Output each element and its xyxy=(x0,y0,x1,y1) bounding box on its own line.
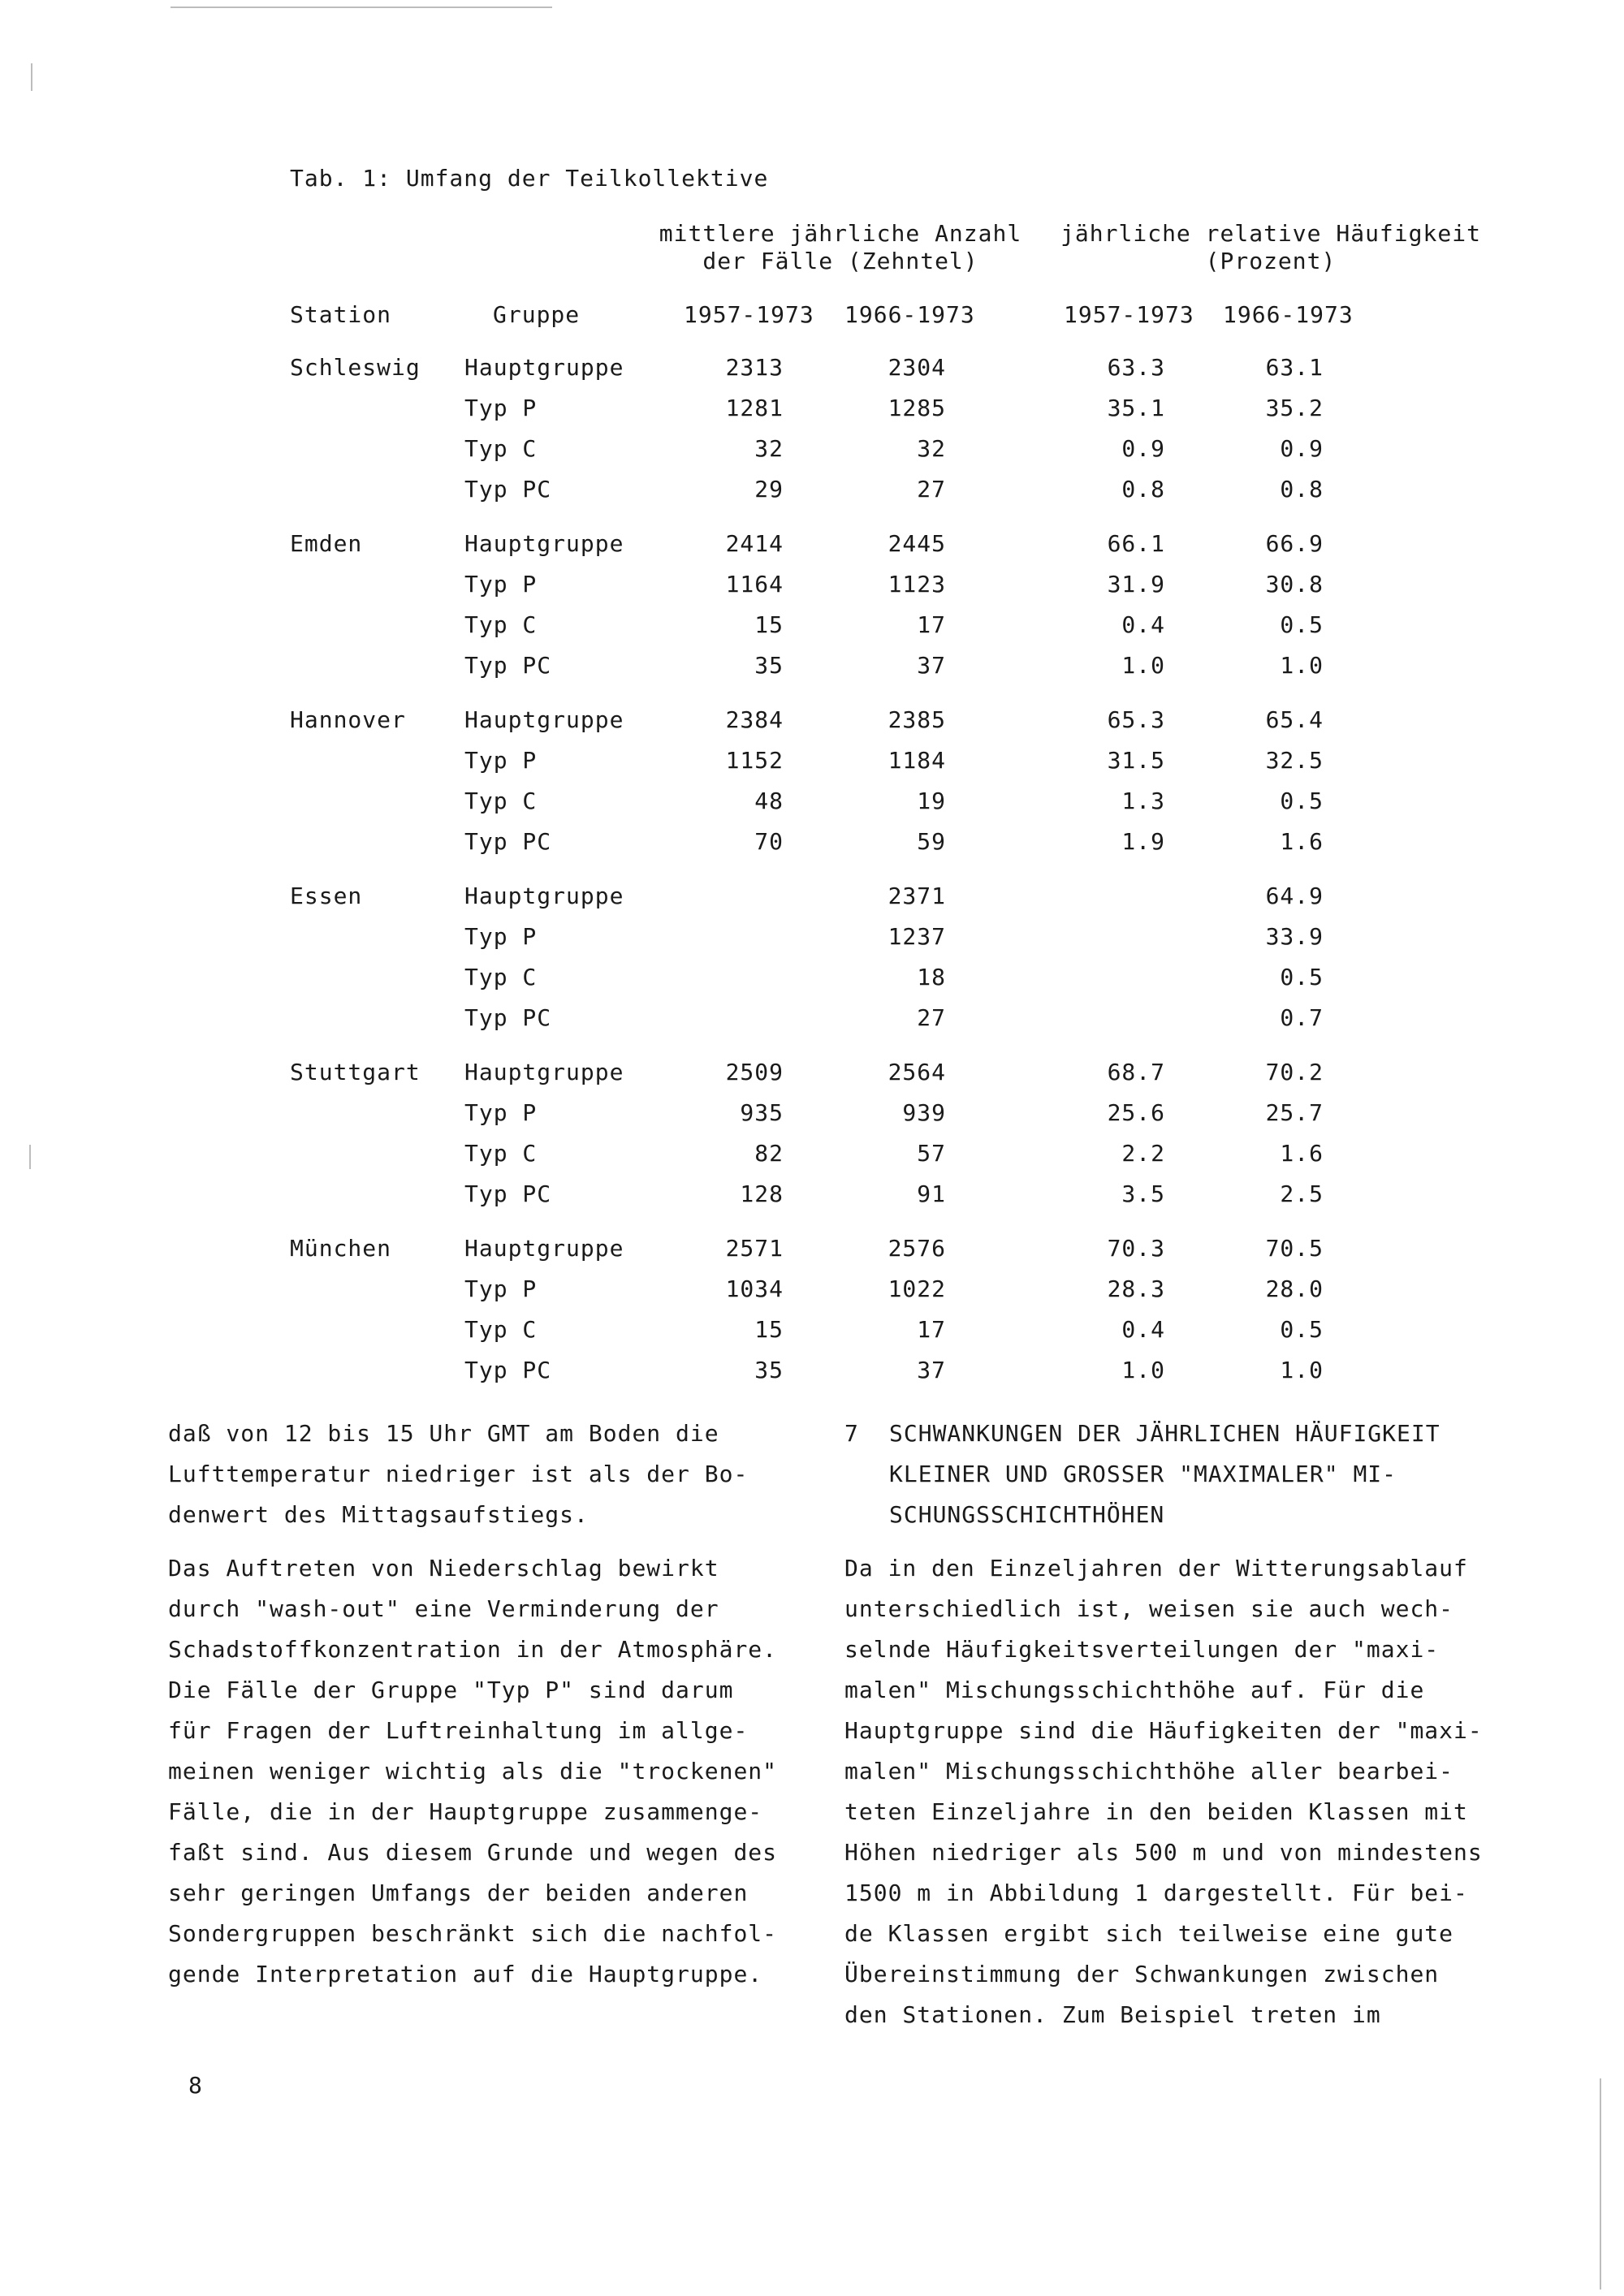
percent-1966-cell: 65.4 xyxy=(1265,706,1324,733)
count-1966-cell: 37 xyxy=(917,652,946,679)
percent-1966-cell: 30.8 xyxy=(1265,571,1324,598)
station-name: Stuttgart xyxy=(290,1059,421,1085)
group-cell: Typ P xyxy=(464,923,538,950)
percent-1957-cell: 31.9 xyxy=(1107,571,1165,598)
percent-1957-cell: 3.5 xyxy=(1121,1180,1165,1207)
percent-1966-cell: 0.8 xyxy=(1280,476,1324,503)
group-cell: Typ P xyxy=(464,1099,538,1126)
count-1966-cell: 1237 xyxy=(888,923,946,950)
station-name: Schleswig xyxy=(290,354,421,381)
group-header-counts-line1: mittlere jährliche Anzahl xyxy=(659,220,1022,247)
section-heading-line: SCHWANKUNGEN DER JÄHRLICHEN HÄUFIGKEIT xyxy=(889,1420,1440,1447)
count-1957-cell: 70 xyxy=(754,828,784,855)
paragraph-line: gende Interpretation auf die Hauptgruppe. xyxy=(168,1961,763,1987)
percent-1957-cell: 1.0 xyxy=(1121,652,1165,679)
group-header-freq-line1: jährliche relative Häufigkeit xyxy=(1060,220,1481,247)
percent-1966-cell: 70.2 xyxy=(1265,1059,1324,1085)
group-cell: Typ PC xyxy=(464,828,552,855)
count-1966-cell: 2304 xyxy=(888,354,946,381)
count-1966-cell: 1123 xyxy=(888,571,946,598)
percent-1957-cell: 0.4 xyxy=(1121,1316,1165,1343)
paragraph-line: Höhen niedriger als 500 m und von mindestens xyxy=(844,1839,1483,1866)
count-1957-cell: 48 xyxy=(754,788,784,814)
percent-1966-cell: 0.5 xyxy=(1280,788,1324,814)
section-heading-line: KLEINER UND GROSSER "MAXIMALER" MI- xyxy=(889,1461,1397,1487)
percent-1957-cell: 1.3 xyxy=(1121,788,1165,814)
group-header-counts-line2: der Fälle (Zehntel) xyxy=(702,248,978,274)
percent-1957-cell: 0.9 xyxy=(1121,435,1165,462)
group-cell: Typ P xyxy=(464,747,538,774)
group-cell: Hauptgruppe xyxy=(464,354,624,381)
paragraph-line: unterschiedlich ist, weisen sie auch wech- xyxy=(844,1595,1454,1622)
group-cell: Typ C xyxy=(464,611,538,638)
paragraph-line: malen" Mischungsschichthöhe aller bearbei- xyxy=(844,1758,1454,1785)
percent-1966-cell: 1.6 xyxy=(1280,1140,1324,1167)
paragraph-line: daß von 12 bis 15 Uhr GMT am Boden die xyxy=(168,1420,719,1447)
group-cell: Typ PC xyxy=(464,476,552,503)
group-cell: Typ PC xyxy=(464,1357,552,1383)
count-1957-cell: 2509 xyxy=(725,1059,784,1085)
count-1966-cell: 1022 xyxy=(888,1275,946,1302)
percent-1957-cell: 35.1 xyxy=(1107,395,1165,421)
paragraph-line: sehr geringen Umfangs der beiden anderen xyxy=(168,1880,749,1906)
count-1957-cell: 2384 xyxy=(725,706,784,733)
count-1966-cell: 939 xyxy=(902,1099,946,1126)
group-cell: Hauptgruppe xyxy=(464,530,624,557)
station-name: Emden xyxy=(290,530,363,557)
station-name: Essen xyxy=(290,883,363,909)
group-header-freq-line2: (Prozent) xyxy=(1205,248,1337,274)
percent-1957-cell: 2.2 xyxy=(1121,1140,1165,1167)
paragraph-line: für Fragen der Luftreinhaltung im allge- xyxy=(168,1717,749,1744)
count-1966-cell: 17 xyxy=(917,611,946,638)
group-cell: Typ C xyxy=(464,1316,538,1343)
percent-1966-cell: 0.5 xyxy=(1280,611,1324,638)
percent-1957-cell: 1.0 xyxy=(1121,1357,1165,1383)
count-1966-cell: 27 xyxy=(917,476,946,503)
percent-1966-cell: 2.5 xyxy=(1280,1180,1324,1207)
column-header-percent-1966: 1966-1973 xyxy=(1223,301,1354,328)
section-heading-line: SCHUNGSSCHICHTHÖHEN xyxy=(889,1501,1165,1528)
paragraph-line: Hauptgruppe sind die Häufigkeiten der "maxi- xyxy=(844,1717,1483,1744)
percent-1957-cell: 31.5 xyxy=(1107,747,1165,774)
count-1957-cell: 35 xyxy=(754,652,784,679)
paragraph-line: meinen weniger wichtig als die "trockenen" xyxy=(168,1758,778,1785)
group-cell: Typ C xyxy=(464,964,538,990)
percent-1966-cell: 33.9 xyxy=(1265,923,1324,950)
paragraph-line: Sondergruppen beschränkt sich die nachfol- xyxy=(168,1920,778,1947)
count-1966-cell: 18 xyxy=(917,964,946,990)
count-1966-cell: 19 xyxy=(917,788,946,814)
group-cell: Typ P xyxy=(464,571,538,598)
count-1957-cell: 1281 xyxy=(725,395,784,421)
paragraph-line: de Klassen ergibt sich teilweise eine gute xyxy=(844,1920,1454,1947)
table-caption: Tab. 1: Umfang der Teilkollektive xyxy=(290,165,769,192)
count-1957-cell: 128 xyxy=(740,1180,784,1207)
count-1966-cell: 17 xyxy=(917,1316,946,1343)
count-1957-cell: 1164 xyxy=(725,571,784,598)
group-cell: Typ PC xyxy=(464,652,552,679)
percent-1957-cell: 1.9 xyxy=(1121,828,1165,855)
group-cell: Typ PC xyxy=(464,1180,552,1207)
percent-1966-cell: 25.7 xyxy=(1265,1099,1324,1126)
count-1957-cell: 1152 xyxy=(725,747,784,774)
percent-1957-cell: 25.6 xyxy=(1107,1099,1165,1126)
percent-1966-cell: 64.9 xyxy=(1265,883,1324,909)
scan-mark-left-1 xyxy=(31,63,32,91)
percent-1957-cell: 63.3 xyxy=(1107,354,1165,381)
group-cell: Typ C xyxy=(464,1140,538,1167)
percent-1966-cell: 0.5 xyxy=(1280,1316,1324,1343)
count-1966-cell: 2564 xyxy=(888,1059,946,1085)
percent-1966-cell: 1.0 xyxy=(1280,652,1324,679)
paragraph-line: teten Einzeljahre in den beiden Klassen mit xyxy=(844,1798,1468,1825)
count-1957-cell: 32 xyxy=(754,435,784,462)
count-1966-cell: 91 xyxy=(917,1180,946,1207)
group-cell: Typ PC xyxy=(464,1004,552,1031)
paragraph-line: malen" Mischungsschichthöhe auf. Für die xyxy=(844,1677,1425,1703)
percent-1957-cell: 66.1 xyxy=(1107,530,1165,557)
paragraph-line: Fälle, die in der Hauptgruppe zusammenge- xyxy=(168,1798,763,1825)
count-1957-cell: 935 xyxy=(740,1099,784,1126)
count-1966-cell: 1184 xyxy=(888,747,946,774)
count-1957-cell: 35 xyxy=(754,1357,784,1383)
column-header-station: Station xyxy=(290,301,392,328)
paragraph-line: Lufttemperatur niedriger ist als der Bo- xyxy=(168,1461,749,1487)
count-1957-cell: 2313 xyxy=(725,354,784,381)
count-1957-cell: 15 xyxy=(754,1316,784,1343)
count-1966-cell: 2445 xyxy=(888,530,946,557)
count-1957-cell: 2414 xyxy=(725,530,784,557)
column-header-percent-1957: 1957-1973 xyxy=(1064,301,1194,328)
percent-1966-cell: 1.0 xyxy=(1280,1357,1324,1383)
paragraph-line: Schadstoffkonzentration in der Atmosphäre. xyxy=(168,1636,778,1663)
percent-1957-cell: 68.7 xyxy=(1107,1059,1165,1085)
percent-1966-cell: 0.5 xyxy=(1280,964,1324,990)
count-1966-cell: 59 xyxy=(917,828,946,855)
column-header-count-1957: 1957-1973 xyxy=(684,301,814,328)
count-1966-cell: 57 xyxy=(917,1140,946,1167)
scan-mark-right xyxy=(1600,2078,1601,2290)
percent-1966-cell: 28.0 xyxy=(1265,1275,1324,1302)
percent-1966-cell: 63.1 xyxy=(1265,354,1324,381)
group-cell: Typ P xyxy=(464,1275,538,1302)
percent-1966-cell: 35.2 xyxy=(1265,395,1324,421)
scan-mark-top xyxy=(171,6,552,8)
count-1966-cell: 2576 xyxy=(888,1235,946,1262)
group-cell: Hauptgruppe xyxy=(464,1235,624,1262)
group-cell: Typ P xyxy=(464,395,538,421)
count-1966-cell: 2385 xyxy=(888,706,946,733)
count-1957-cell: 29 xyxy=(754,476,784,503)
count-1957-cell: 2571 xyxy=(725,1235,784,1262)
paragraph-line: durch "wash-out" eine Verminderung der xyxy=(168,1595,719,1622)
count-1957-cell: 82 xyxy=(754,1140,784,1167)
percent-1966-cell: 32.5 xyxy=(1265,747,1324,774)
paragraph-line: selnde Häufigkeitsverteilungen der "maxi- xyxy=(844,1636,1440,1663)
paragraph-line: denwert des Mittagsaufstiegs. xyxy=(168,1501,589,1528)
percent-1966-cell: 1.6 xyxy=(1280,828,1324,855)
paragraph-line: faßt sind. Aus diesem Grunde und wegen des xyxy=(168,1839,778,1866)
count-1966-cell: 1285 xyxy=(888,395,946,421)
column-header-count-1966: 1966-1973 xyxy=(844,301,975,328)
station-name: München xyxy=(290,1235,392,1262)
percent-1966-cell: 66.9 xyxy=(1265,530,1324,557)
percent-1957-cell: 70.3 xyxy=(1107,1235,1165,1262)
scan-mark-left-2 xyxy=(29,1145,31,1169)
percent-1957-cell: 0.8 xyxy=(1121,476,1165,503)
paragraph-line: Das Auftreten von Niederschlag bewirkt xyxy=(168,1555,719,1582)
group-cell: Typ C xyxy=(464,435,538,462)
paragraph-line: Da in den Einzeljahren der Witterungsablauf xyxy=(844,1555,1468,1582)
group-cell: Hauptgruppe xyxy=(464,706,624,733)
count-1966-cell: 27 xyxy=(917,1004,946,1031)
percent-1957-cell: 0.4 xyxy=(1121,611,1165,638)
percent-1957-cell: 28.3 xyxy=(1107,1275,1165,1302)
station-name: Hannover xyxy=(290,706,406,733)
paragraph-line: Übereinstimmung der Schwankungen zwischen xyxy=(844,1961,1440,1987)
group-cell: Hauptgruppe xyxy=(464,883,624,909)
count-1966-cell: 2371 xyxy=(888,883,946,909)
column-header-gruppe: Gruppe xyxy=(493,301,581,328)
percent-1966-cell: 0.7 xyxy=(1280,1004,1324,1031)
count-1957-cell: 15 xyxy=(754,611,784,638)
group-cell: Hauptgruppe xyxy=(464,1059,624,1085)
group-cell: Typ C xyxy=(464,788,538,814)
count-1966-cell: 32 xyxy=(917,435,946,462)
section-number: 7 xyxy=(844,1420,859,1447)
percent-1966-cell: 70.5 xyxy=(1265,1235,1324,1262)
count-1957-cell: 1034 xyxy=(725,1275,784,1302)
percent-1966-cell: 0.9 xyxy=(1280,435,1324,462)
paragraph-line: den Stationen. Zum Beispiel treten im xyxy=(844,2001,1381,2028)
paragraph-line: 1500 m in Abbildung 1 dargestellt. Für bei- xyxy=(844,1880,1468,1906)
page-number: 8 xyxy=(188,2072,203,2099)
percent-1957-cell: 65.3 xyxy=(1107,706,1165,733)
paragraph-line: Die Fälle der Gruppe "Typ P" sind darum xyxy=(168,1677,734,1703)
count-1966-cell: 37 xyxy=(917,1357,946,1383)
